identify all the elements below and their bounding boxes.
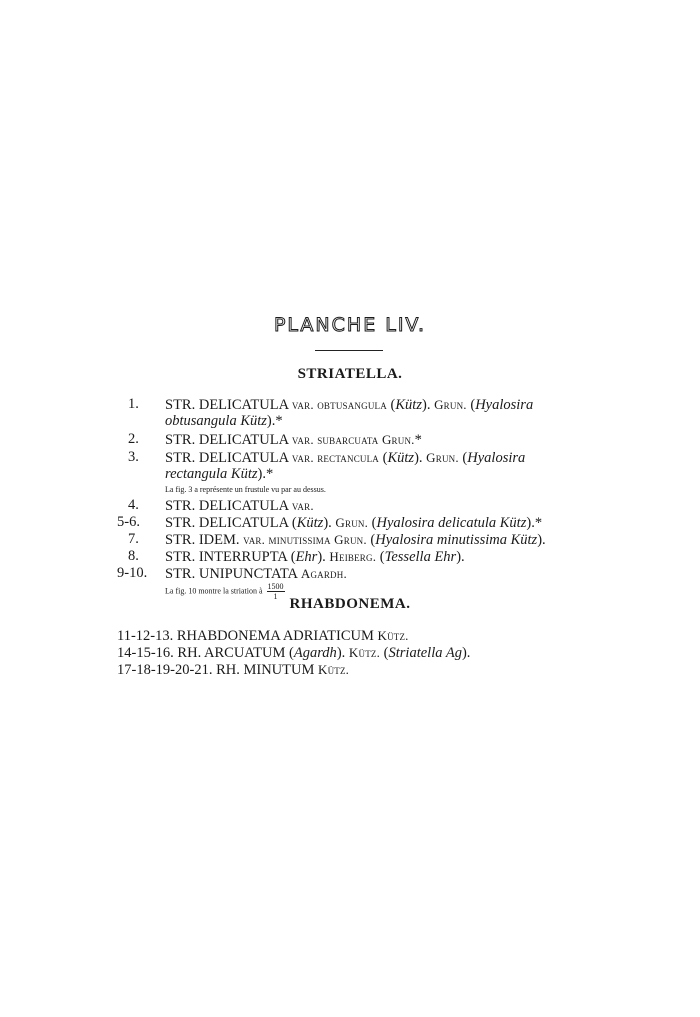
plate-title: PLANCHE LIV. bbox=[273, 314, 427, 336]
list-item: 14-15-16. RH. ARCUATUM (Agardh). Kütz. (Striatella Ag). bbox=[117, 645, 471, 661]
entry-number: 4. bbox=[128, 497, 139, 513]
list-item: 17-18-19-20-21. RH. MINUTUM Kütz. bbox=[117, 662, 350, 678]
entry-text: STR. IDEM. var. minutissima Grun. (Hyalosira minutissima Kütz). bbox=[165, 532, 546, 548]
entry-text: STR. DELICATULA var. rectancula (Kütz). Grun. (Hyalosira bbox=[165, 450, 526, 466]
section-title-rhabdonema: RHABDONEMA. bbox=[289, 596, 411, 612]
entry-number: 9-10. bbox=[117, 565, 148, 581]
entry-text: STR. DELICATULA var. obtusangula (Kütz). Grun. (Hyalosira bbox=[165, 397, 534, 413]
section-title-text: RHABDONEMA bbox=[289, 596, 407, 612]
entry-text: STR. DELICATULA var. bbox=[165, 498, 314, 514]
entry-text: STR. DELICATULA (Kütz). Grun. (Hyalosira delicatula Kütz).* bbox=[165, 515, 543, 531]
entry-text: STR. INTERRUPTA (Ehr). Heiberg. (Tessella Ehr). bbox=[165, 549, 465, 565]
entry-number: 14-15-16. bbox=[117, 645, 174, 661]
section-title-striatella: STRIATELLA. bbox=[297, 366, 403, 382]
fig3-note: La fig. 3 a représente un frustule vu par au dessus. bbox=[165, 485, 326, 494]
entry-number: 11-12-13. bbox=[117, 628, 174, 644]
entry-number: 2. bbox=[128, 431, 139, 447]
entry-number: 7. bbox=[128, 531, 139, 547]
list-item: 11-12-13. RHABDONEMA ADRIATICUM Kütz. bbox=[117, 628, 409, 644]
entry-number: 1. bbox=[128, 396, 139, 412]
fraction: $\frac{1500}{1}$ bbox=[267, 582, 284, 601]
document-page: PLANCHE LIV. STRIATELLA. 1. STR. DELICATULA var. obtusangula (Kütz). Grun. (Hyalosira obtusangula Kütz).* 2. STR. DELICATULA var. subarcuata Grun.* 3. STR. DELICATULA var. rectancula (Kütz). Grun. (Hyalosira rectangula Kütz).* La fig. 3 a représente un frustule vu par au dessus. 4. STR. DELICATULA var. 5-6. STR. DELICATULA (Kütz). Grun. (Hyalosira delicatula Kütz).* 7. STR. IDEM. var. minutissima Grun. (Hyalosira minutissima Kütz). 8. STR. INTERRUPTA (Ehr). Heiberg. (Tessella Ehr). 9-10. STR. UNIPUNCTATA Agardh. La fig. 10 montre la striation à $\frac{1500}{1}$ RHABDONEMA. 11-12-13. RHABDONEMA ADRIATICUM Kütz. 14-15-16. RH. ARCUATUM (Agardh). Kütz. (Striatella Ag). 17-18-19-20-21. RH. MINUTUM Kütz. bbox=[0, 0, 700, 1017]
entry-number: 8. bbox=[128, 548, 139, 564]
entry-number: 3. bbox=[128, 449, 139, 465]
section-title-text: STRIATELLA bbox=[297, 366, 399, 382]
entry-number: 5-6. bbox=[117, 514, 140, 530]
fig10-note: La fig. 10 montre la striation à $\frac{1500}{1}$ bbox=[165, 582, 284, 601]
entry-number: 17-18-19-20-21. bbox=[117, 662, 213, 678]
entry-text: STR. DELICATULA var. subarcuata Grun.* bbox=[165, 432, 422, 448]
entry-text: STR. UNIPUNCTATA Agardh. bbox=[165, 566, 347, 582]
title-rule bbox=[315, 350, 383, 351]
